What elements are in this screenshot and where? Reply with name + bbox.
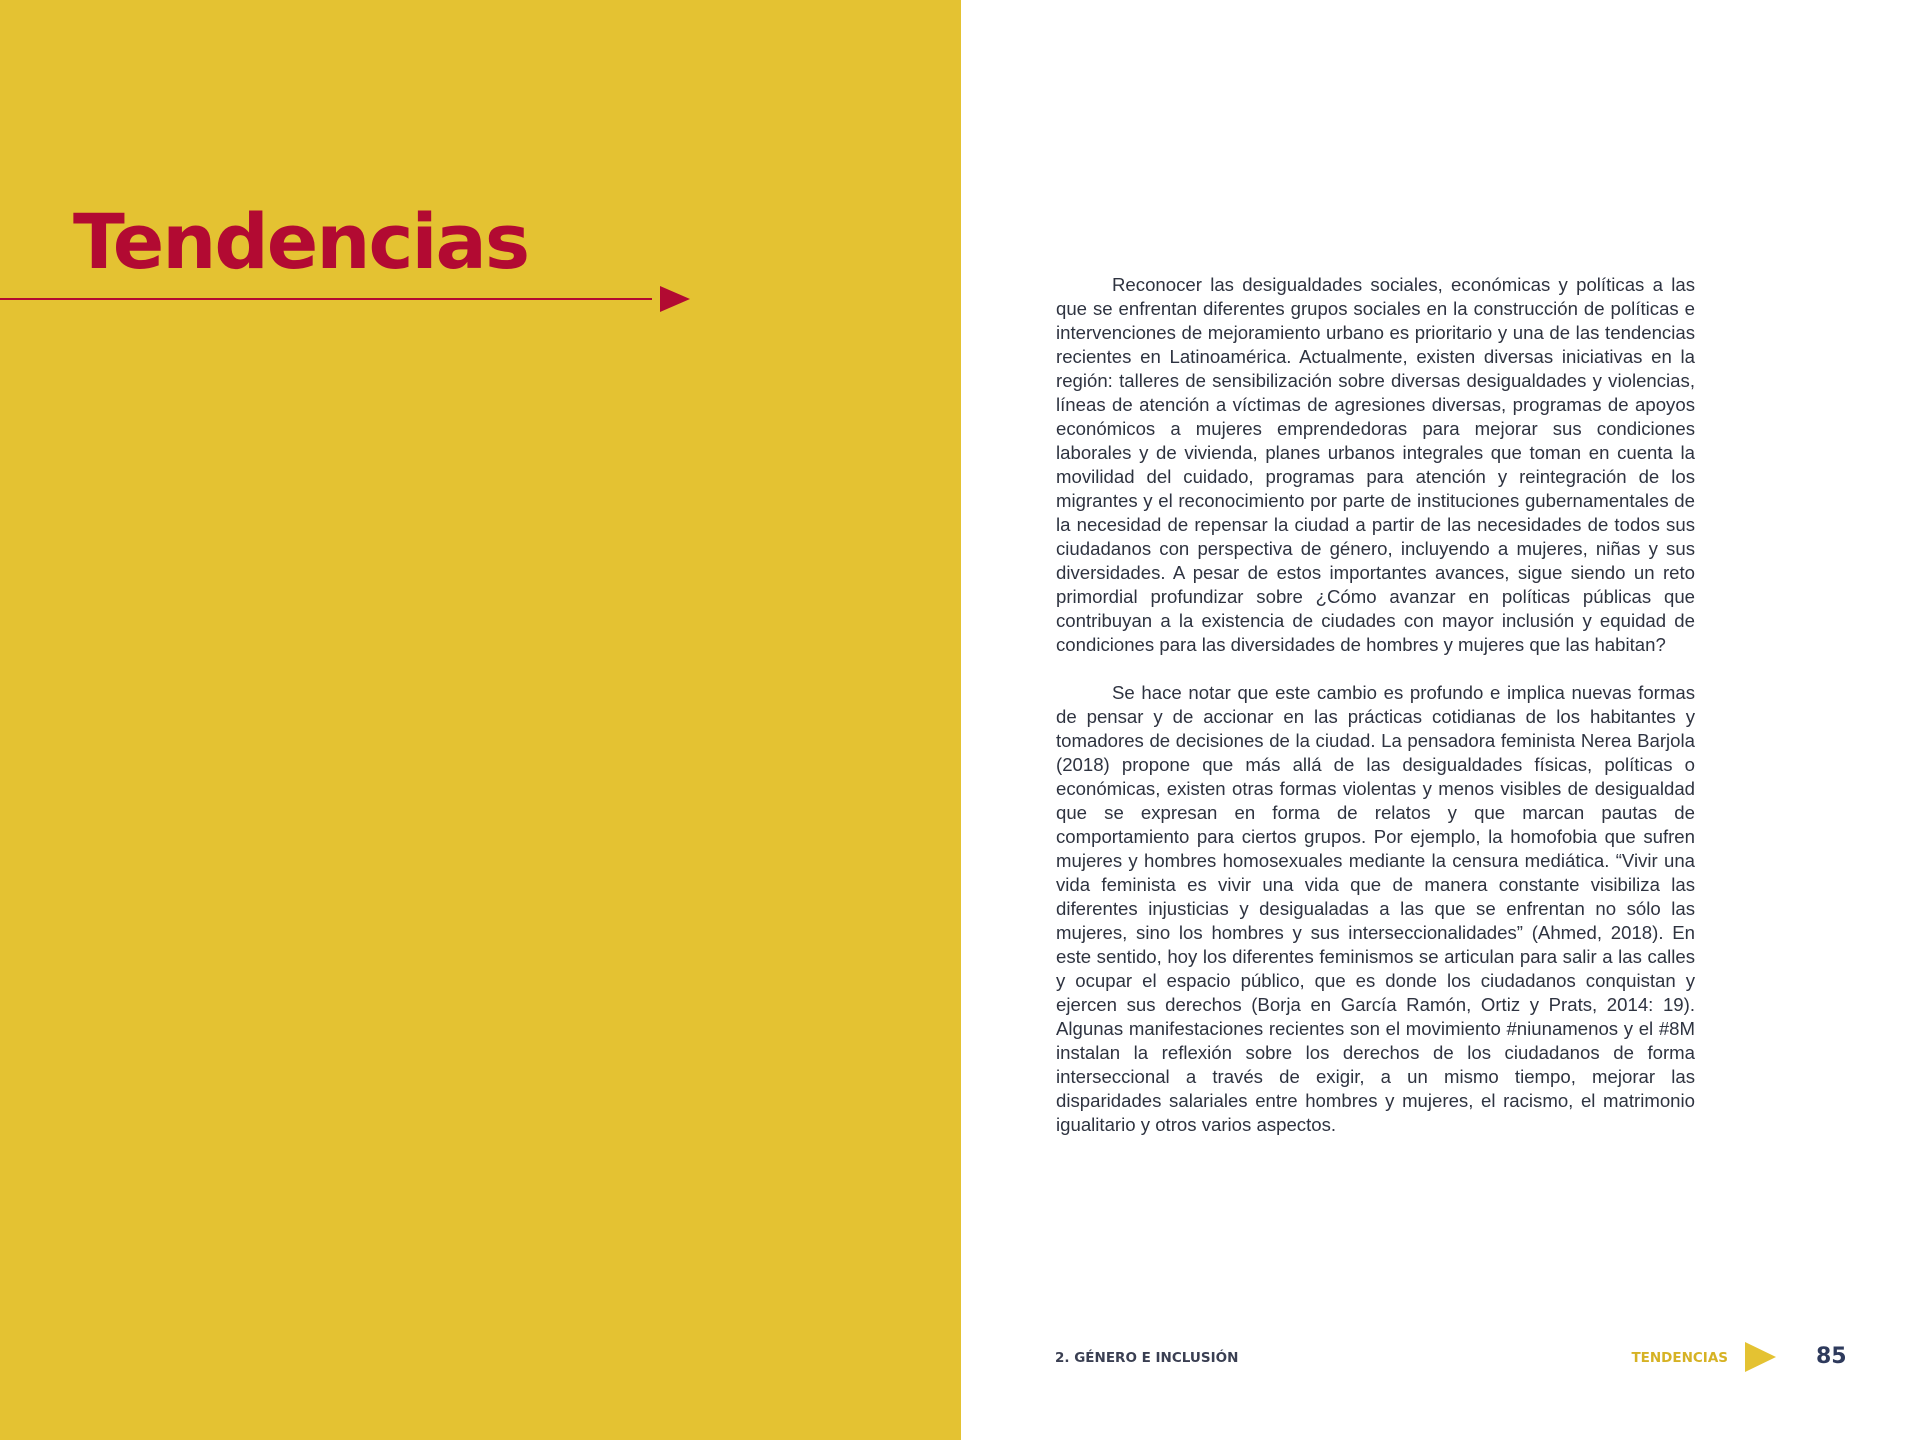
- footer-chapter-label: TENDENCIAS: [1631, 1350, 1728, 1366]
- page-number: 85: [1816, 1344, 1847, 1369]
- title-arrow-icon: [660, 286, 690, 312]
- title-underline: [0, 298, 652, 300]
- body-text: [1056, 273, 1695, 1161]
- section-title: Tendencias: [73, 197, 529, 286]
- footer-arrow-icon: [1745, 1342, 1776, 1372]
- footer-section-label: 2. GÉNERO E INCLUSIÓN: [1055, 1350, 1239, 1366]
- paragraph: Reconocer las desigualdades sociales, económicas y políticas a las que se enfrentan diferentes grupos sociales en la construcción de políticas e intervenciones de mejoramiento urbano es prioritario y una de las tendencias recientes en Latinoamérica. Actualmente, existen diversas iniciativas en la región: talleres de sensibilización sobre diversas desigualdades y violencias, líneas de atención a víctimas de agresiones diversas, programas de apoyos económicos a mujeres emprendedoras para mejorar sus condiciones laborales y de vivienda, planes urbanos integrales que toman en cuenta la movilidad del cuidado, programas para atención y reintegración de los migrantes y el reconocimiento por parte de instituciones gubernamentales de la necesidad de repensar la ciudad a partir de las necesidades de todos sus ciudadanos con perspectiva de género, incluyendo a mujeres, niñas y sus diversidades. A pesar de estos importantes avances, sigue siendo un reto primordial profundizar sobre ¿Cómo avanzar en políticas públicas que contribuyan a la existencia de ciudades con mayor inclusión y equidad de condiciones para las diversidades de hombres y mujeres que las habitan?: [1056, 274, 1695, 655]
- paragraph: Se hace notar que este cambio es profundo e implica nuevas formas de pensar y de accionar en las prácticas cotidianas de los habitantes y tomadores de decisiones de la ciudad. La pensadora feminista Nerea Barjola (2018) propone que más allá de las desigualdades físicas, políticas o económicas, existen otras formas violentas y menos visibles de desigualdad que se expresan en forma de relatos y que marcan pautas de comportamiento para ciertos grupos. Por ejemplo, la homofobia que sufren mujeres y hombres homosexuales mediante la censura mediática. “Vivir una vida feminista es vivir una vida que de manera constante visibiliza las diferentes injusticias y desigualadas a las que se enfrentan no sólo las mujeres, sino los hombres y sus interseccionalidades” (Ahmed, 2018). En este sentido, hoy los diferentes feminismos se articulan para salir a las calles y ocupar el espacio público, que es donde los ciudadanos conquistan y ejercen sus derechos (Borja en García Ramón, Ortiz y Prats, 2014: 19). Algunas manifestaciones recientes son el movimiento #niunamenos y el #8M instalan la reflexión sobre los derechos de los ciudadanos de forma interseccional a través de exigir, a un mismo tiempo, mejorar las disparidades salariales entre hombres y mujeres, el racismo, el matrimonio igualitario y otros varios aspectos.: [1056, 682, 1695, 1135]
